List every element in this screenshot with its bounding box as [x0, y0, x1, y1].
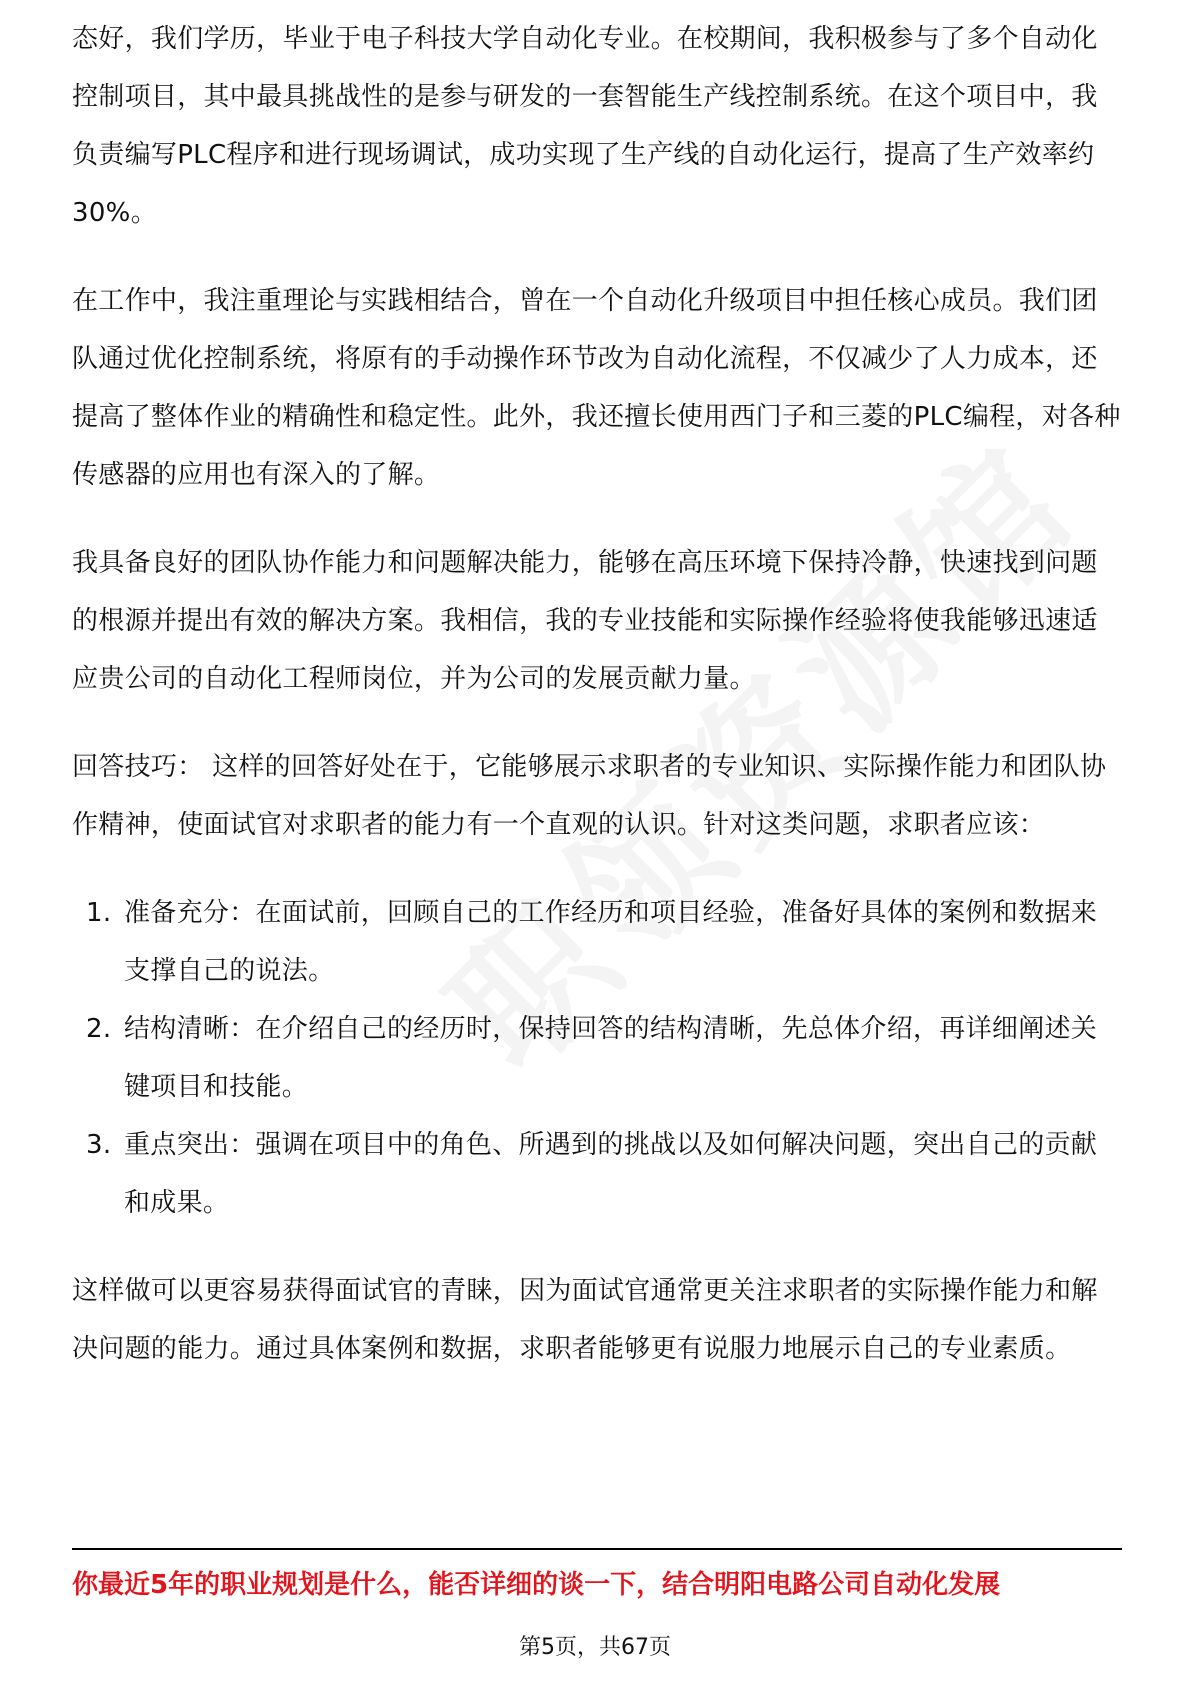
tips-list: [72, 884, 1122, 1232]
next-question-heading: 你最近5年的职业规划是什么，能否详细的谈一下，结合明阳电路公司自动化发展: [72, 1570, 1001, 1600]
list-number: 2.: [86, 1014, 112, 1044]
list-number: 1.: [86, 898, 112, 928]
paragraph-answer-tips: 回答技巧： 这样的回答好处在于，它能够展示求职者的专业知识、实际操作能力和团队协作精神，使面试官对求职者的能力有一个直观的认识。针对这类问题，求职者应该：: [72, 752, 1107, 840]
paragraph-education: 态好，我们学历，毕业于电子科技大学自动化专业。在校期间，我积极参与了多个自动化控制项目，其中最具挑战性的是参与研发的一套智能生产线控制系统。在这个项目中，我负责编写PLC程序和进行现场调试，成功实现了生产线的自动化运行，提高了生产效率约30%。: [72, 24, 1098, 228]
list-item: [72, 1000, 1122, 1116]
paragraph-closing: 这样做可以更容易获得面试官的青睐，因为面试官通常更关注求职者的实际操作能力和解决问题的能力。通过具体案例和数据，求职者能够更有说服力地展示自己的专业素质。: [72, 1276, 1098, 1364]
paragraph-teamwork: 我具备良好的团队协作能力和问题解决能力，能够在高压环境下保持冷静，快速找到问题的根源并提出有效的解决方案。我相信，我的专业技能和实际操作经验将使我能够迅速适应贵公司的自动化工程师岗位，并为公司的发展贡献力量。: [72, 548, 1098, 694]
content-body: [72, 18, 1122, 1408]
list-item-text: 结构清晰：在介绍自己的经历时，保持回答的结构清晰，先总体介绍，再详细阐述关键项目和技能。: [124, 1014, 1098, 1102]
section-divider: [72, 1548, 1122, 1550]
page-footer: 第5页，共67页: [519, 1635, 671, 1660]
list-item: [72, 1116, 1122, 1232]
list-number: 3.: [86, 1130, 112, 1160]
list-item-text: 重点突出：强调在项目中的角色、所遇到的挑战以及如何解决问题，突出自己的贡献和成果。: [124, 1130, 1098, 1218]
list-item: [72, 884, 1122, 1000]
paragraph-work-experience: 在工作中，我注重理论与实践相结合，曾在一个自动化升级项目中担任核心成员。我们团队通过优化控制系统，将原有的手动操作环节改为自动化流程，不仅减少了人力成本，还提高了整体作业的精确性和稳定性。此外，我还擅长使用西门子和三菱的PLC编程，对各种传感器的应用也有深入的了解。: [72, 286, 1121, 490]
list-item-text: 准备充分：在面试前，回顾自己的工作经历和项目经验，准备好具体的案例和数据来支撑自己的说法。: [124, 898, 1098, 986]
